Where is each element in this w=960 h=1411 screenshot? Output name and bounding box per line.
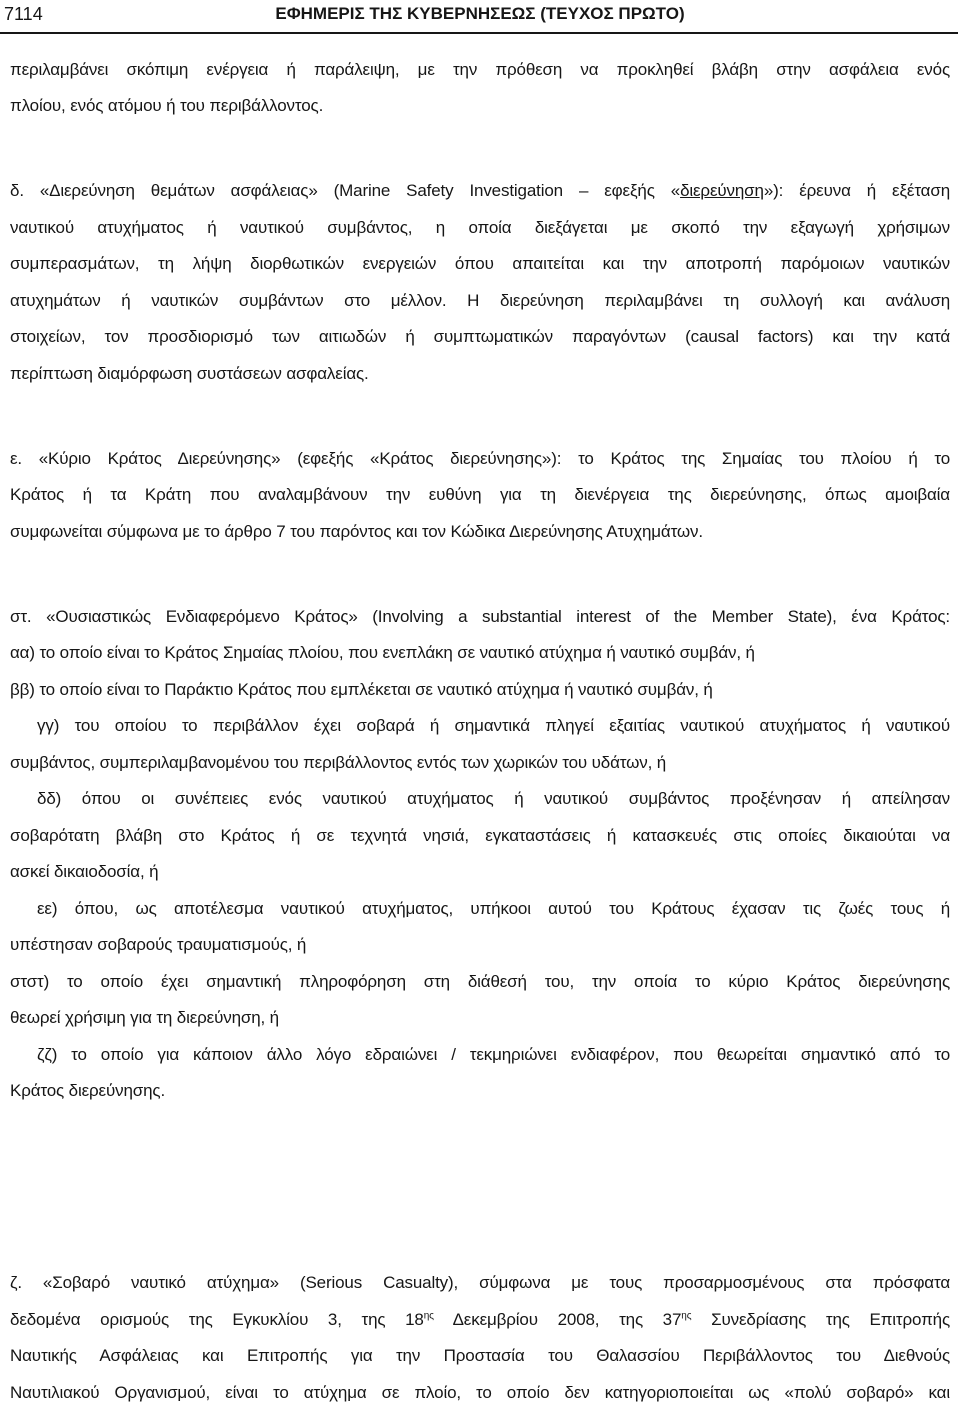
text-line: περίπτωση διαμόρφωση συστάσεων ασφαλείας. <box>10 364 369 383</box>
text-line <box>10 1309 950 1331</box>
header-rule <box>0 32 958 34</box>
text-line: ατυχημάτων ή ναυτικών συμβάντων στο μέλλον. Η διερεύνηση περιλαμβάνει τη συλλογή και ανάλυση <box>10 291 950 310</box>
text-line: Κράτος διερεύνησης. <box>10 1081 166 1100</box>
text-line: αα) το οποίο είναι το Κράτος Σημαίας πλοίου, που ενεπλάκη σε ναυτικό ατύχημα ή ναυτικό συμβάν, ή <box>10 643 755 662</box>
text-line: στστ) το οποίο έχει σημαντική πληροφόρηση στη διάθεσή του, την οποία το κύριο Κράτος διερεύνησης <box>10 972 950 991</box>
text-line: Ναυτιλιακού Οργανισμού, είναι το ατύχημα σε πλοίο, το οποίο δεν κατηγοριοποιείται ως «πολύ σοβαρό» και <box>10 1383 950 1402</box>
text-line: ζ. «Σοβαρό ναυτικό ατύχημα» (Serious Casualty), σύμφωνα με τους προσαρμοσμένους στα πρόσφατα <box>10 1273 950 1292</box>
text-line: ζζ) το οποίο για κάποιον άλλο λόγο εδραιώνει / τεκμηριώνει ενδιαφέρον, που θεωρείται σημαντικό από το <box>37 1045 950 1064</box>
page-number: 7114 <box>4 4 43 24</box>
ordinal-suffix: ης <box>423 1310 434 1322</box>
ordinal-suffix: ης <box>681 1310 692 1322</box>
text-line: ναυτικού ατυχήματος ή ναυτικού συμβάντος, η οποία διεξάγεται με σκοπό την εξαγωγή χρήσιμων <box>10 218 950 237</box>
text-line: συμπερασμάτων, τη λήψη διορθωτικών ενεργειών όπου απαιτείται και την αποτροπή παρόμοιων ναυτικών <box>10 254 950 273</box>
text-line: σοβαρότατη βλάβη στο Κράτος ή σε τεχνητά νησιά, εγκαταστάσεις ή κατασκευές στις οποίες δικαιούται να <box>10 826 950 845</box>
text-line <box>10 180 950 202</box>
underlined-term: διερεύνηση <box>680 181 764 200</box>
text-line: περιλαμβάνει σκόπιμη ενέργεια ή παράλειψη, με την πρόθεση να προκληθεί βλάβη στην ασφάλεια ενός <box>10 60 950 79</box>
text-segment: δ. «Διερεύνηση θεμάτων ασφάλειας» (Marine Safety Investigation – εφεξής « <box>10 181 681 200</box>
text-line: Κράτος ή τα Κράτη που αναλαμβάνουν την ευθύνη για τη διενέργεια της διερεύνησης, όπως αμοιβαία <box>10 485 950 504</box>
text-line: εε) όπου, ως αποτέλεσμα ναυτικού ατυχήματος, υπήκοοι αυτού του Κράτους έχασαν τις ζωές τους ή <box>37 899 950 918</box>
text-segment: »): έρευνα ή εξέταση <box>763 181 950 200</box>
text-line: γγ) του οποίου το περιβάλλον έχει σοβαρά ή σημαντικά πληγεί εξαιτίας ναυτικού ατυχήματος ή ναυτικού <box>37 716 950 735</box>
text-line: στοιχείων, τον προσδιορισμό των αιτιωδών ή συμπτωματικών παραγόντων (causal factors) και την κατά <box>10 327 950 346</box>
gazette-title: ΕΦΗΜΕΡΙΣ ΤΗΣ ΚΥΒΕΡΝΗΣΕΩΣ (ΤΕΥΧΟΣ ΠΡΩΤΟ) <box>275 4 685 23</box>
text-line: Ναυτικής Ασφάλειας και Επιτροπής για την Προστασία του Θαλασσίου Περιβάλλοντος του Διεθνούς <box>10 1346 950 1365</box>
text-line: ββ) το οποίο είναι το Παράκτιο Κράτος που εμπλέκεται σε ναυτικό ατύχημα ή ναυτικό συμβάν, ή <box>10 680 713 699</box>
text-line: πλοίου, ενός ατόμου ή του περιβάλλοντος. <box>10 96 324 115</box>
text-line: συμβάντος, συμπεριλαμβανομένου του περιβάλλοντος εντός των χωρικών του υδάτων, ή <box>10 753 667 772</box>
text-line: δδ) όπου οι συνέπειες ενός ναυτικού ατυχήματος ή ναυτικού συμβάντος προξένησαν ή απείλησαν <box>37 789 950 808</box>
text-segment: Δεκεμβρίου 2008, της 37 <box>433 1310 682 1329</box>
text-segment: δεδομένα ορισμούς της Εγκυκλίου 3, της 18 <box>10 1310 424 1329</box>
text-line: συμφωνείται σύμφωνα με το άρθρο 7 του παρόντος και τον Κώδικα Διερεύνησης Ατυχημάτων. <box>10 522 703 541</box>
text-line: ασκεί δικαιοδοσία, ή <box>10 862 159 881</box>
text-segment: Συνεδρίασης της Επιτροπής <box>691 1310 950 1329</box>
text-line: θεωρεί χρήσιμη για τη διερεύνηση, ή <box>10 1008 279 1027</box>
text-line: στ. «Ουσιαστικώς Ενδιαφερόμενο Κράτος» (Involving a substantial interest of the Member State), ένα Κράτος: <box>10 607 950 626</box>
text-line: ε. «Κύριο Κράτος Διερεύνησης» (εφεξής «Κράτος διερεύνησης»): το Κράτος της Σημαίας του πλοίου ή το <box>10 449 950 468</box>
text-line: υπέστησαν σοβαρούς τραυματισμούς, ή <box>10 935 307 954</box>
